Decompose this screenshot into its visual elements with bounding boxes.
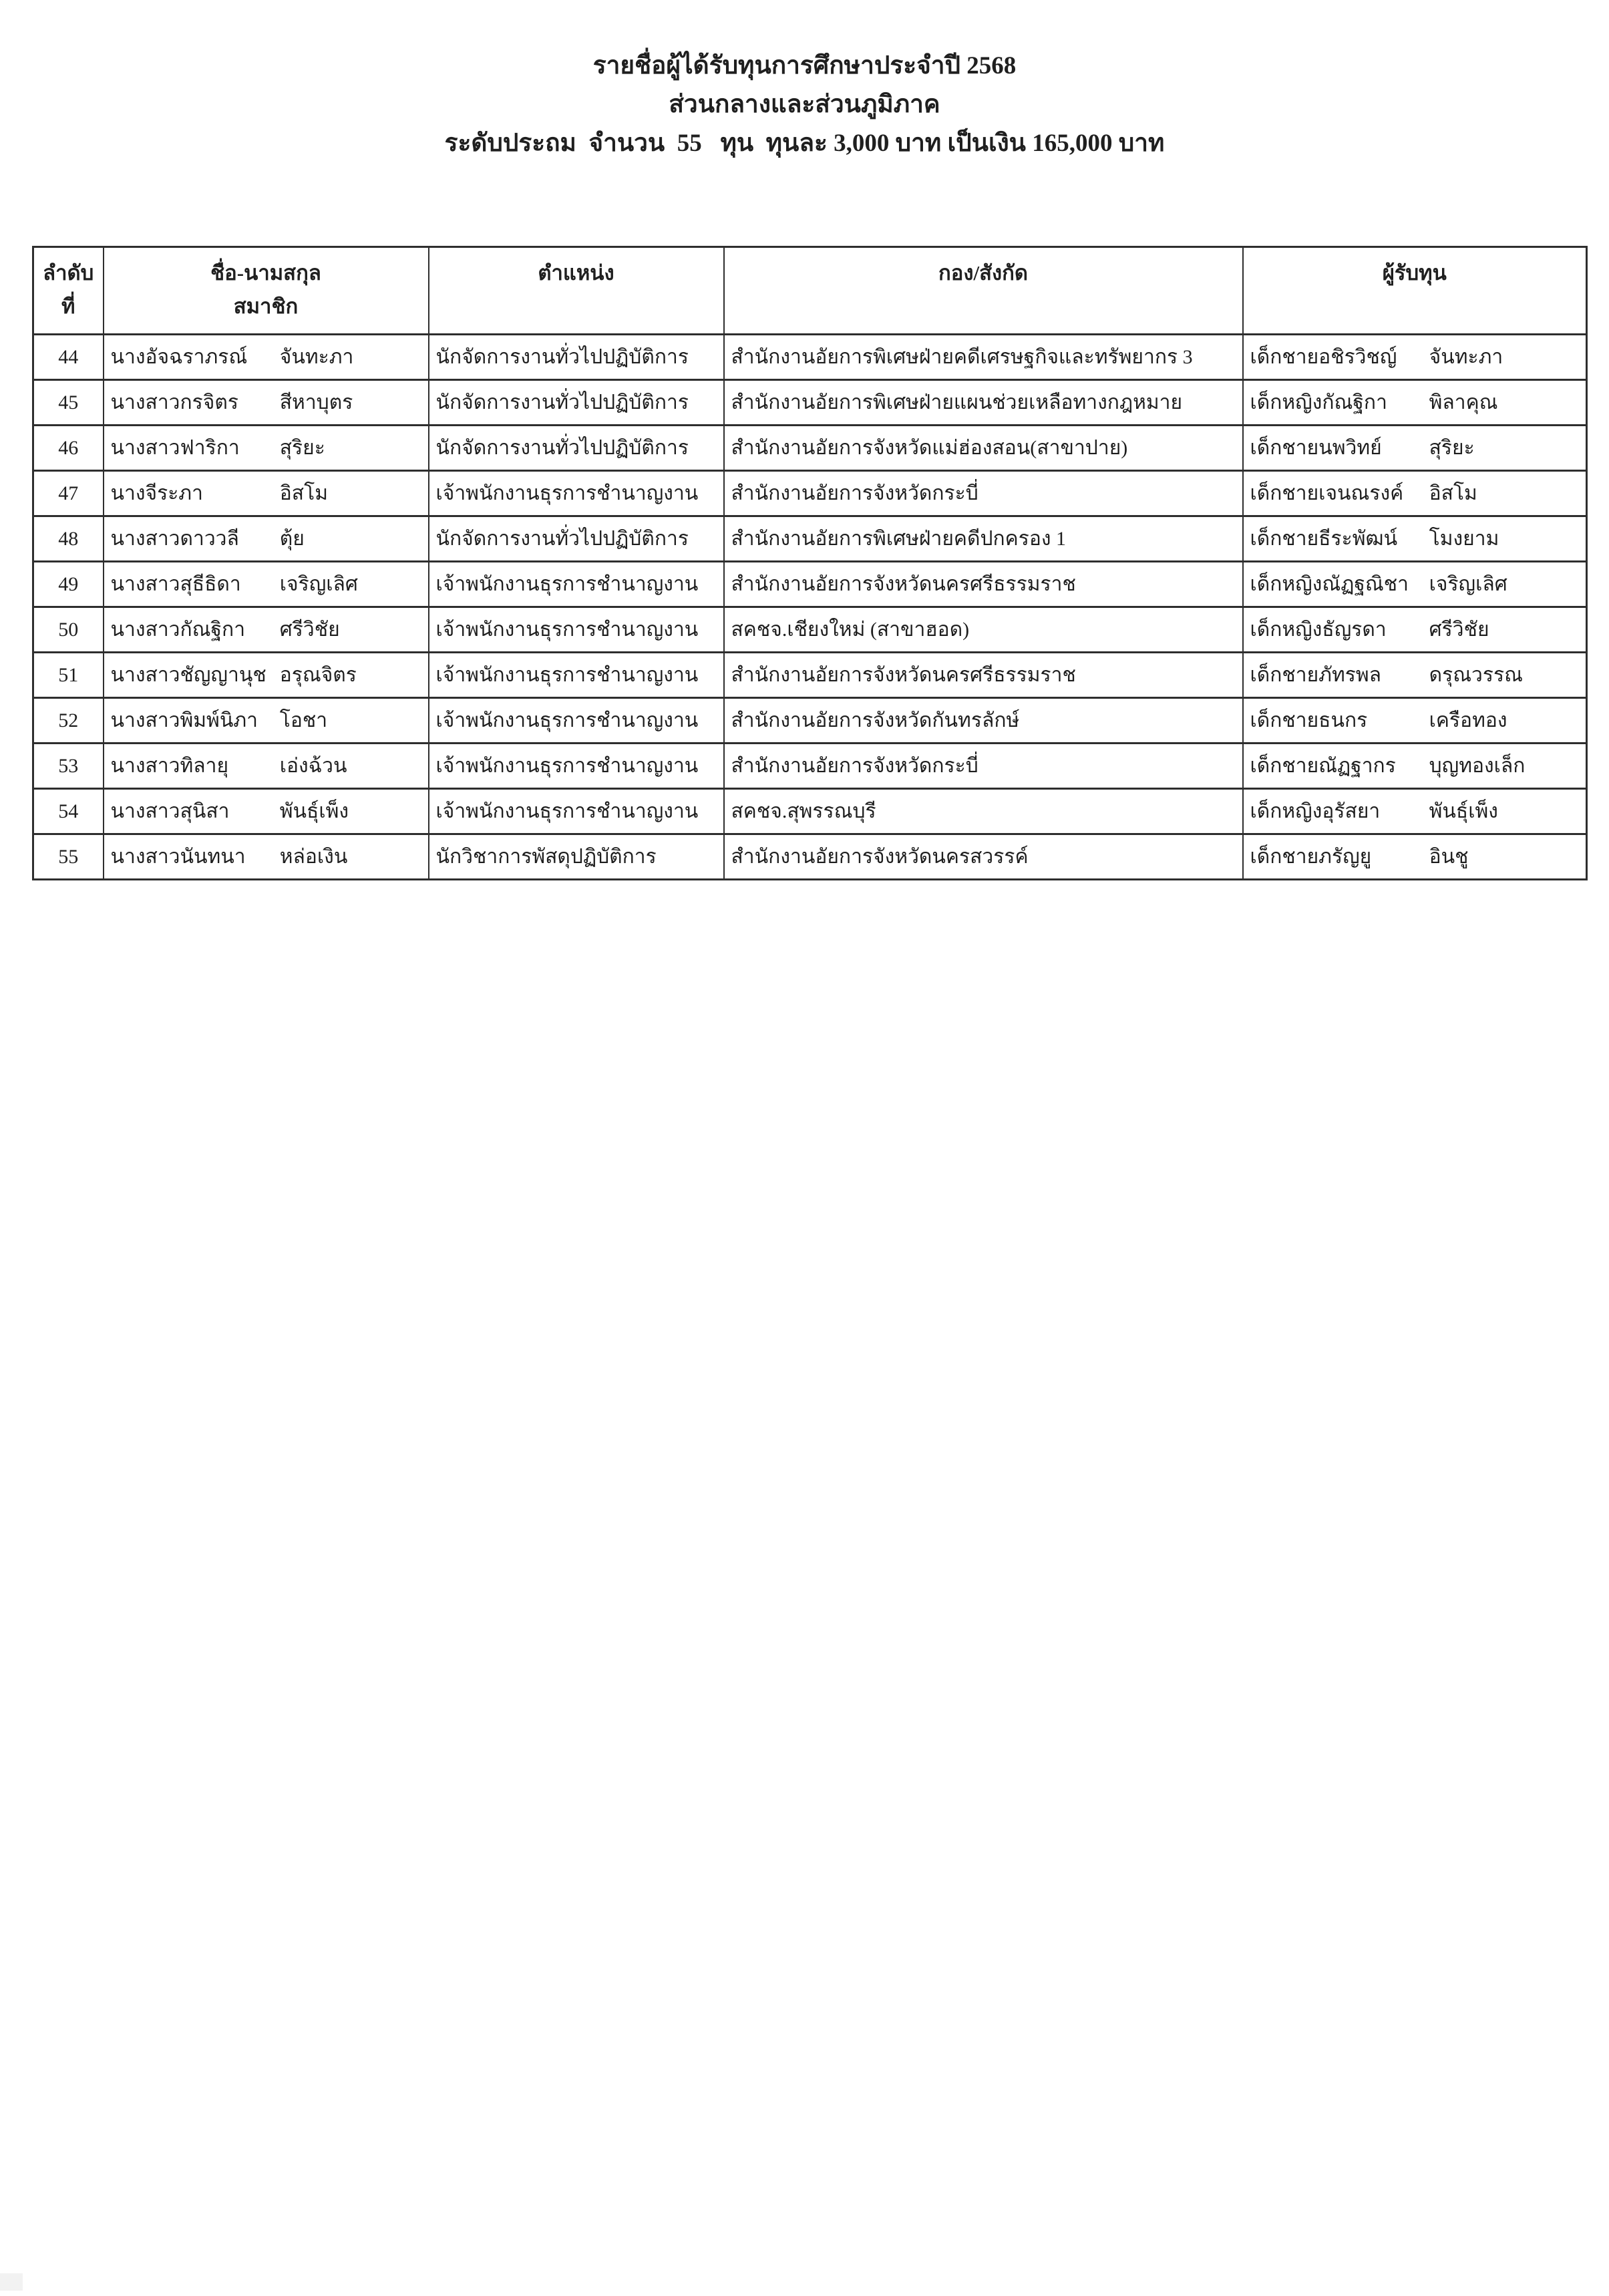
row-number-cell — [33, 834, 104, 880]
position-cell — [429, 380, 724, 426]
scan-artifact — [0, 2273, 23, 2291]
document-title-line-3: ระดับประถม จำนวน 55 ทุน ทุนละ 3,000 บาท เป็นเงิน 165,000 บาท — [444, 130, 1165, 157]
recipient-cell — [1243, 653, 1587, 698]
table-row — [33, 335, 1587, 380]
position-cell — [429, 789, 724, 834]
row-number: 52 — [58, 709, 79, 731]
member-first-name: นางสาวกรจิตร — [110, 391, 238, 414]
division-text: สคชจ.เชียงใหม่ (สาขาฮอด) — [731, 619, 970, 641]
recipient-cell — [1243, 562, 1587, 607]
position-text: เจ้าพนักงานธุรการชำนาญงาน — [435, 573, 699, 595]
table-row — [33, 471, 1587, 516]
recipient-last-name: อิสโม — [1429, 482, 1477, 504]
row-number-cell — [33, 789, 104, 834]
table-row — [33, 698, 1587, 744]
recipient-cell — [1243, 744, 1587, 789]
row-number: 44 — [58, 345, 79, 368]
document-title-block — [0, 47, 1609, 163]
position-text: เจ้าพนักงานธุรการชำนาญงาน — [435, 619, 699, 641]
row-number-cell — [33, 471, 104, 516]
recipient-cell — [1243, 698, 1587, 744]
position-text: นักจัดการงานทั่วไปปฏิบัติการ — [435, 391, 689, 414]
document-title-line-2: ส่วนกลางและส่วนภูมิภาค — [669, 91, 940, 118]
recipient-last-name: พันธุ์เพ็ง — [1429, 800, 1498, 822]
row-number-cell — [33, 516, 104, 562]
member-first-name: นางสาวฟาริกา — [110, 437, 240, 459]
position-cell — [429, 426, 724, 471]
table-row — [33, 380, 1587, 426]
scholarship-recipients-table — [32, 246, 1588, 880]
row-number-cell — [33, 744, 104, 789]
division-text: สำนักงานอัยการจังหวัดกระบี่ — [731, 755, 978, 777]
row-number-cell — [33, 607, 104, 653]
member-name-cell — [104, 834, 429, 880]
position-text: เจ้าพนักงานธุรการชำนาญงาน — [435, 664, 699, 686]
division-cell — [724, 789, 1243, 834]
header-member-name-line1: ชื่อ-นามสกุล — [210, 261, 321, 285]
header-row-number — [33, 247, 104, 335]
division-cell — [724, 335, 1243, 380]
position-text: เจ้าพนักงานธุรการชำนาญงาน — [435, 482, 699, 504]
row-number: 54 — [58, 800, 79, 822]
member-first-name: นางสาวพิมพ์นิภา — [110, 709, 258, 731]
recipient-first-name: เด็กชายนพวิทย์ — [1250, 437, 1382, 459]
row-number-cell — [33, 698, 104, 744]
row-number-cell — [33, 426, 104, 471]
row-number: 53 — [58, 754, 79, 777]
division-text: สำนักงานอัยการพิเศษฝ่ายคดีปกครอง 1 — [731, 528, 1067, 550]
member-first-name: นางสาวดาววลี — [110, 528, 239, 550]
division-cell — [724, 834, 1243, 880]
header-position: ตำแหน่ง — [429, 247, 724, 335]
recipient-last-name: ศรีวิชัย — [1429, 619, 1489, 641]
recipient-last-name: บุญทองเล็ก — [1429, 755, 1526, 777]
position-cell — [429, 562, 724, 607]
position-text: นักจัดการงานทั่วไปปฏิบัติการ — [435, 437, 689, 459]
member-name-cell — [104, 516, 429, 562]
row-number-cell — [33, 380, 104, 426]
row-number: 48 — [58, 527, 79, 550]
division-text: สำนักงานอัยการจังหวัดกันทรลักษ์ — [731, 709, 1020, 731]
position-cell — [429, 834, 724, 880]
table-row — [33, 789, 1587, 834]
member-first-name: นางอัจฉราภรณ์ — [110, 346, 248, 368]
member-first-name: นางจีระภา — [110, 482, 203, 504]
header-row-number-line2: ที่ — [61, 295, 75, 318]
recipient-first-name: เด็กหญิงกัณฐิกา — [1250, 391, 1387, 414]
member-name-cell — [104, 562, 429, 607]
recipient-first-name: เด็กชายเจนณรงค์ — [1250, 482, 1404, 504]
recipient-last-name: จันทะภา — [1429, 346, 1503, 368]
member-last-name: โอชา — [279, 709, 328, 731]
recipient-cell — [1243, 834, 1587, 880]
row-number-cell — [33, 335, 104, 380]
division-cell — [724, 744, 1243, 789]
recipient-last-name: อินชู — [1429, 846, 1469, 868]
member-first-name: นางสาวชัญญานุช — [110, 664, 266, 686]
division-cell — [724, 562, 1243, 607]
recipient-last-name: เจริญเลิศ — [1429, 573, 1507, 595]
position-cell — [429, 607, 724, 653]
recipient-cell — [1243, 426, 1587, 471]
member-last-name: สุริยะ — [279, 437, 325, 459]
division-text: สำนักงานอัยการจังหวัดนครสวรรค์ — [731, 846, 1029, 868]
recipient-last-name: ดรุณวรรณ — [1429, 664, 1523, 686]
row-number: 46 — [58, 436, 79, 459]
row-number: 51 — [58, 663, 79, 686]
position-text: เจ้าพนักงานธุรการชำนาญงาน — [435, 755, 699, 777]
recipient-first-name: เด็กชายธนกร — [1250, 709, 1368, 731]
recipient-cell — [1243, 789, 1587, 834]
row-number: 50 — [58, 618, 79, 641]
recipient-cell — [1243, 471, 1587, 516]
table-row — [33, 562, 1587, 607]
member-last-name: ตุ้ย — [279, 528, 305, 550]
division-cell — [724, 380, 1243, 426]
member-first-name: นางสาวสุธีธิดา — [110, 573, 241, 595]
member-name-cell — [104, 426, 429, 471]
member-first-name: นางสาวทิลายุ — [110, 755, 229, 777]
row-number: 47 — [58, 482, 79, 504]
division-cell — [724, 426, 1243, 471]
recipient-cell — [1243, 607, 1587, 653]
recipient-cell — [1243, 335, 1587, 380]
member-last-name: สีหาบุตร — [279, 391, 353, 414]
position-text: เจ้าพนักงานธุรการชำนาญงาน — [435, 800, 699, 822]
member-name-cell — [104, 789, 429, 834]
position-cell — [429, 516, 724, 562]
header-member-name-line2: สมาชิก — [233, 295, 299, 318]
division-text: สำนักงานอัยการจังหวัดแม่ฮ่องสอน(สาขาปาย) — [731, 437, 1128, 459]
division-text: สำนักงานอัยการจังหวัดกระบี่ — [731, 482, 978, 504]
position-text: นักจัดการงานทั่วไปปฏิบัติการ — [435, 346, 689, 368]
table-row — [33, 426, 1587, 471]
position-cell — [429, 653, 724, 698]
table-row — [33, 834, 1587, 880]
member-last-name: เจริญเลิศ — [279, 573, 358, 595]
row-number: 55 — [58, 845, 79, 868]
member-name-cell — [104, 698, 429, 744]
row-number-cell — [33, 562, 104, 607]
recipient-last-name: สุริยะ — [1429, 437, 1475, 459]
recipient-last-name: พิลาคุณ — [1429, 391, 1498, 414]
recipient-cell — [1243, 380, 1587, 426]
division-cell — [724, 653, 1243, 698]
recipient-first-name: เด็กหญิงอุรัสยา — [1250, 800, 1381, 822]
member-first-name: นางสาวสุนิสา — [110, 800, 230, 822]
recipient-last-name: เครือทอง — [1429, 709, 1507, 731]
row-number: 45 — [58, 391, 79, 414]
recipient-first-name: เด็กชายธีระพัฒน์ — [1250, 528, 1398, 550]
header-recipient: ผู้รับทุน — [1243, 247, 1587, 335]
recipient-first-name: เด็กชายภรัญยู — [1250, 846, 1372, 868]
position-cell — [429, 471, 724, 516]
division-cell — [724, 516, 1243, 562]
position-text: นักจัดการงานทั่วไปปฏิบัติการ — [435, 528, 689, 550]
member-last-name: อรุณจิตร — [279, 664, 357, 686]
position-text: นักวิชาการพัสดุปฏิบัติการ — [435, 846, 657, 868]
member-last-name: จันทะภา — [279, 346, 354, 368]
member-last-name: อิสโม — [279, 482, 328, 504]
member-name-cell — [104, 607, 429, 653]
row-number: 49 — [58, 572, 79, 595]
table-row — [33, 516, 1587, 562]
division-cell — [724, 698, 1243, 744]
recipient-first-name: เด็กหญิงณัฏฐณิชา — [1250, 573, 1409, 595]
header-division: กอง/สังกัด — [724, 247, 1243, 335]
division-cell — [724, 607, 1243, 653]
division-text: สคชจ.สุพรรณบุรี — [731, 800, 876, 822]
recipient-first-name: เด็กชายณัฏฐากร — [1250, 755, 1396, 777]
member-last-name: หล่อเงิน — [279, 846, 348, 868]
division-text: สำนักงานอัยการพิเศษฝ่ายแผนช่วยเหลือทางกฎหมาย — [731, 391, 1183, 414]
member-name-cell — [104, 380, 429, 426]
header-row-number-line1: ลำดับ — [43, 261, 94, 285]
table-body — [33, 335, 1587, 880]
member-name-cell — [104, 335, 429, 380]
division-cell — [724, 471, 1243, 516]
table-row — [33, 653, 1587, 698]
position-cell — [429, 335, 724, 380]
member-first-name: นางสาวกัณฐิกา — [110, 619, 246, 641]
member-last-name: ศรีวิชัย — [279, 619, 340, 641]
table-row — [33, 744, 1587, 789]
member-last-name: เอ่งฉ้วน — [279, 755, 347, 777]
division-text: สำนักงานอัยการจังหวัดนครศรีธรรมราช — [731, 573, 1076, 595]
row-number-cell — [33, 653, 104, 698]
member-name-cell — [104, 744, 429, 789]
table-row — [33, 607, 1587, 653]
header-member-name — [104, 247, 429, 335]
recipient-first-name: เด็กหญิงธัญรดา — [1250, 619, 1387, 641]
recipient-last-name: โมงยาม — [1429, 528, 1499, 550]
member-name-cell — [104, 471, 429, 516]
member-name-cell — [104, 653, 429, 698]
position-text: เจ้าพนักงานธุรการชำนาญงาน — [435, 709, 699, 731]
division-text: สำนักงานอัยการจังหวัดนครศรีธรรมราช — [731, 664, 1076, 686]
recipient-cell — [1243, 516, 1587, 562]
recipient-first-name: เด็กชายภัทรพล — [1250, 664, 1382, 686]
document-title-line-1: รายชื่อผู้ได้รับทุนการศึกษาประจำปี 2568 — [592, 52, 1017, 79]
position-cell — [429, 744, 724, 789]
division-text: สำนักงานอัยการพิเศษฝ่ายคดีเศรษฐกิจและทรัพยากร 3 — [731, 346, 1193, 368]
table-header-row — [33, 247, 1587, 335]
recipient-first-name: เด็กชายอชิรวิชญ์ — [1250, 346, 1397, 368]
member-last-name: พันธุ์เพ็ง — [279, 800, 349, 822]
position-cell — [429, 698, 724, 744]
table-header — [33, 247, 1587, 335]
member-first-name: นางสาวนันทนา — [110, 846, 246, 868]
